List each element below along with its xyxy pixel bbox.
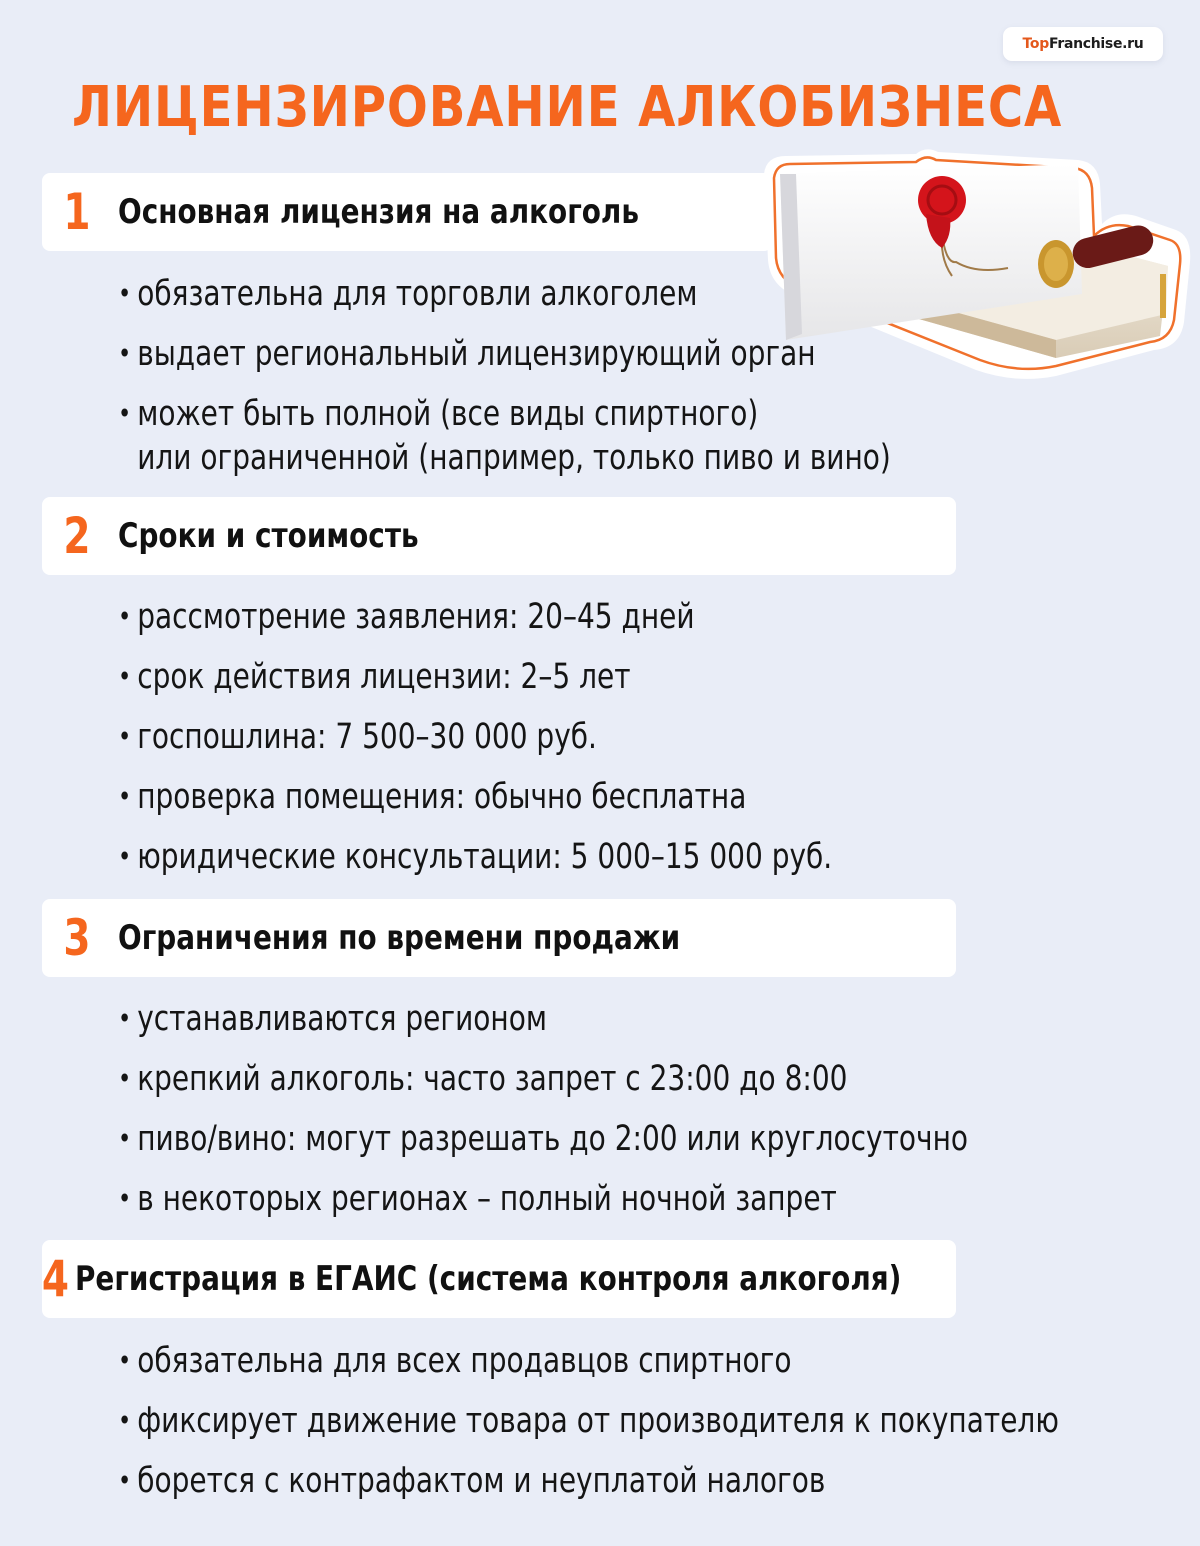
section-heading: Ограничения по времени продажи bbox=[118, 918, 681, 958]
list-item: • устанавливаются регионом bbox=[118, 989, 968, 1049]
bullet-icon: • bbox=[118, 337, 132, 370]
list-item: • выдает региональный лицензирующий орган bbox=[118, 324, 891, 384]
logo-rest: Franchise.ru bbox=[1048, 36, 1144, 52]
bullet-icon: • bbox=[118, 1002, 132, 1035]
list-item: • госпошлина: 7 500–30 000 руб. bbox=[118, 707, 832, 767]
bullet-icon: • bbox=[118, 660, 132, 693]
bullet-icon: • bbox=[118, 1122, 132, 1155]
section-number: 1 bbox=[63, 183, 91, 241]
section-1-bullets bbox=[118, 264, 1084, 478]
list-item: • пиво/вино: могут разрешать до 2:00 или круглосуточно bbox=[118, 1109, 968, 1169]
list-item: • может быть полной (все виды спиртного) bbox=[118, 390, 891, 438]
list-item: • обязательна для всех продавцов спиртного bbox=[118, 1331, 1059, 1391]
bullet-icon: • bbox=[118, 397, 132, 430]
list-item: • крепкий алкоголь: часто запрет с 23:00 до 8:00 bbox=[118, 1049, 968, 1109]
section-4-header bbox=[42, 1240, 956, 1318]
list-item: • рассмотрение заявления: 20–45 дней bbox=[118, 587, 832, 647]
section-number: 4 bbox=[41, 1250, 69, 1308]
section-number: 3 bbox=[63, 909, 91, 967]
section-heading: Сроки и стоимость bbox=[118, 516, 419, 556]
bullet-icon: • bbox=[118, 277, 132, 310]
section-heading: Основная лицензия на алкоголь bbox=[118, 192, 639, 232]
list-item: • юридические консультации: 5 000–15 000 руб. bbox=[118, 827, 832, 887]
list-item: • в некоторых регионах – полный ночной запрет bbox=[118, 1169, 968, 1229]
bullet-icon: • bbox=[118, 1062, 132, 1095]
bullet-icon: • bbox=[118, 840, 132, 873]
section-1-header bbox=[42, 173, 772, 251]
list-item: • проверка помещения: обычно бесплатна bbox=[118, 767, 832, 827]
bullet-icon: • bbox=[118, 1464, 132, 1497]
page-title: ЛИЦЕНЗИРОВАНИЕ АЛКОБИЗНЕСА bbox=[72, 75, 1063, 140]
section-number: 2 bbox=[63, 507, 91, 565]
topfranchise-logo[interactable] bbox=[1003, 27, 1163, 61]
list-item: • борется с контрафактом и неуплатой налогов bbox=[118, 1451, 1059, 1511]
list-item-continuation: или ограниченной (например, только пиво и вино) bbox=[137, 438, 891, 478]
section-4-bullets bbox=[118, 1331, 1200, 1511]
section-2-bullets bbox=[118, 587, 1011, 887]
section-3-bullets bbox=[118, 989, 1181, 1229]
list-item: • фиксирует движение товара от производителя к покупателю bbox=[118, 1391, 1059, 1451]
bullet-icon: • bbox=[118, 720, 132, 753]
bullet-icon: • bbox=[118, 1182, 132, 1215]
bullet-icon: • bbox=[118, 1404, 132, 1437]
logo-prefix: Top bbox=[1022, 36, 1049, 52]
section-3-header bbox=[42, 899, 956, 977]
bullet-icon: • bbox=[118, 1344, 132, 1377]
list-item: • срок действия лицензии: 2–5 лет bbox=[118, 647, 832, 707]
list-item: • обязательна для торговли алкоголем bbox=[118, 264, 891, 324]
bullet-icon: • bbox=[118, 600, 132, 633]
section-2-header bbox=[42, 497, 956, 575]
bullet-icon: • bbox=[118, 780, 132, 813]
section-heading: Регистрация в ЕГАИС (система контроля алкоголя) bbox=[74, 1259, 902, 1299]
